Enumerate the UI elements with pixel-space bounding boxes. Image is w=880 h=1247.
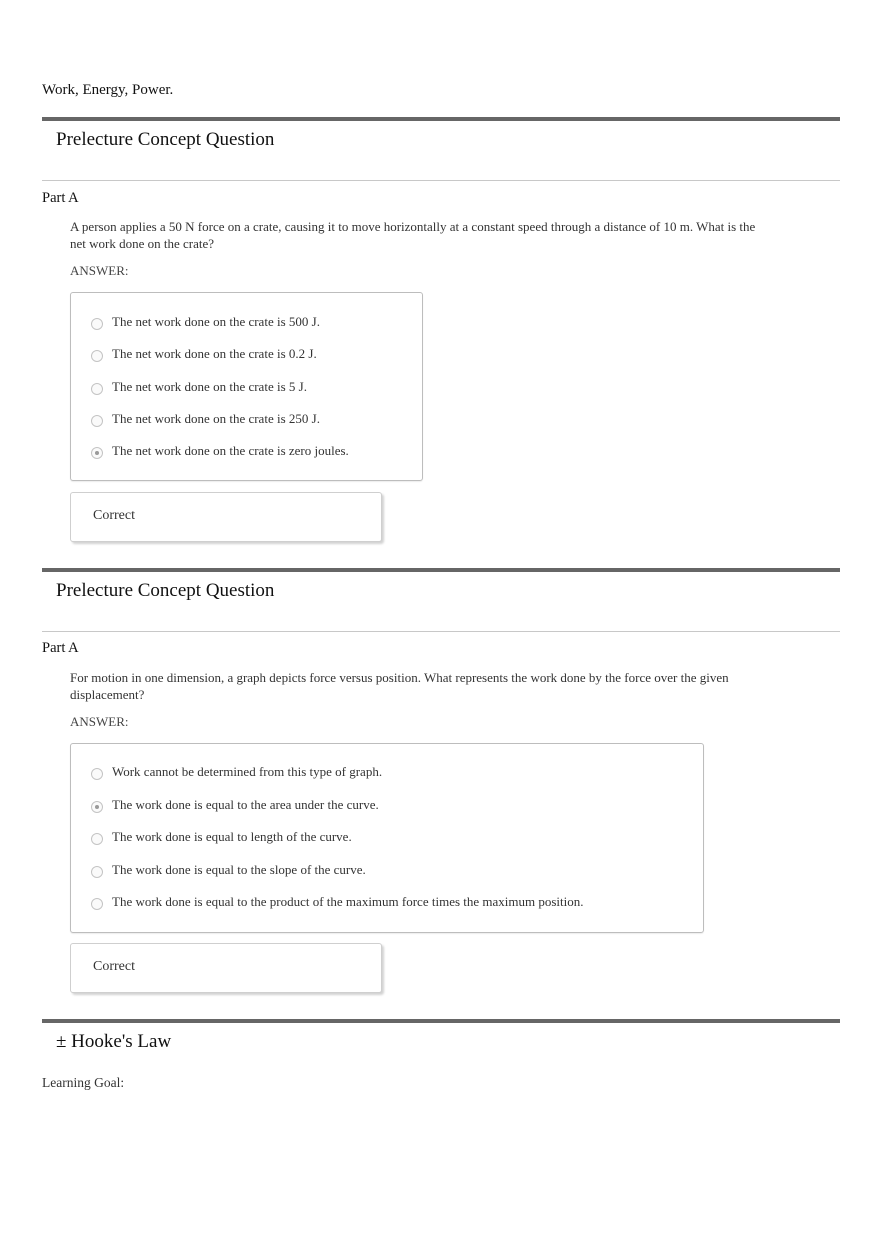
radio-button-icon[interactable] (91, 383, 103, 395)
option-label: The work done is equal to the product of the maximum force times the maximum position. (112, 894, 584, 909)
radio-button-selected-icon[interactable] (91, 447, 103, 459)
section-divider (42, 1019, 840, 1023)
question-text: A person applies a 50 N force on a crate, causing it to move horizontally at a constant speed through a distance of 10 m. What is the net work done on the crate? (70, 219, 756, 251)
answer-option[interactable] (91, 860, 366, 880)
radio-button-icon[interactable] (91, 898, 103, 910)
option-label: The work done is equal to the slope of the curve. (112, 862, 366, 877)
radio-button-icon[interactable] (91, 866, 103, 878)
part-label: Part A (42, 640, 79, 656)
answer-option[interactable] (91, 762, 382, 782)
part-divider (42, 631, 840, 632)
option-label: The work done is equal to length of the curve. (112, 829, 352, 844)
feedback-text: Correct (93, 508, 135, 523)
option-label: Work cannot be determined from this type of graph. (112, 764, 383, 779)
section-title: Prelecture Concept Question (56, 129, 275, 150)
option-label: The net work done on the crate is 0.2 J. (112, 346, 317, 361)
answer-option[interactable] (91, 312, 320, 332)
section-divider (42, 117, 840, 121)
radio-button-icon[interactable] (91, 768, 103, 780)
answer-label: ANSWER: (70, 714, 129, 729)
feedback-text: Correct (93, 959, 135, 974)
answer-label: ANSWER: (70, 263, 129, 278)
question-section-2 (42, 568, 840, 998)
page-header-title: Work, Energy, Power. (42, 82, 174, 98)
radio-button-icon[interactable] (91, 318, 103, 330)
radio-button-selected-icon[interactable] (91, 801, 103, 813)
answer-option[interactable] (91, 377, 307, 397)
radio-button-icon[interactable] (91, 833, 103, 845)
radio-button-icon[interactable] (91, 350, 103, 362)
answer-option[interactable] (91, 409, 320, 429)
answer-option-selected[interactable] (91, 795, 379, 815)
answer-options-box (70, 292, 423, 481)
section-title: ± Hooke's Law (56, 1031, 172, 1052)
part-label: Part A (42, 190, 79, 206)
section-title: Prelecture Concept Question (56, 580, 275, 601)
option-label: The net work done on the crate is zero joules. (112, 443, 349, 458)
answer-option-selected[interactable] (91, 441, 349, 461)
question-section-1 (42, 117, 840, 547)
learning-goal-label: Learning Goal: (42, 1075, 125, 1090)
radio-button-icon[interactable] (91, 415, 103, 427)
answer-option[interactable] (91, 344, 317, 364)
question-text: For motion in one dimension, a graph depicts force versus position. What represents the work done by the force over the given displacement? (70, 670, 729, 702)
section-divider (42, 568, 840, 572)
part-divider (42, 180, 840, 181)
answer-options-box (70, 743, 704, 933)
option-label: The net work done on the crate is 250 J. (112, 411, 320, 426)
answer-option[interactable] (91, 892, 584, 912)
option-label: The net work done on the crate is 500 J. (112, 314, 320, 329)
hookes-law-section (42, 1019, 840, 1059)
feedback-box (70, 943, 382, 993)
option-label: The work done is equal to the area under the curve. (112, 797, 379, 812)
feedback-box (70, 492, 382, 542)
answer-option[interactable] (91, 827, 352, 847)
option-label: The net work done on the crate is 5 J. (112, 379, 307, 394)
